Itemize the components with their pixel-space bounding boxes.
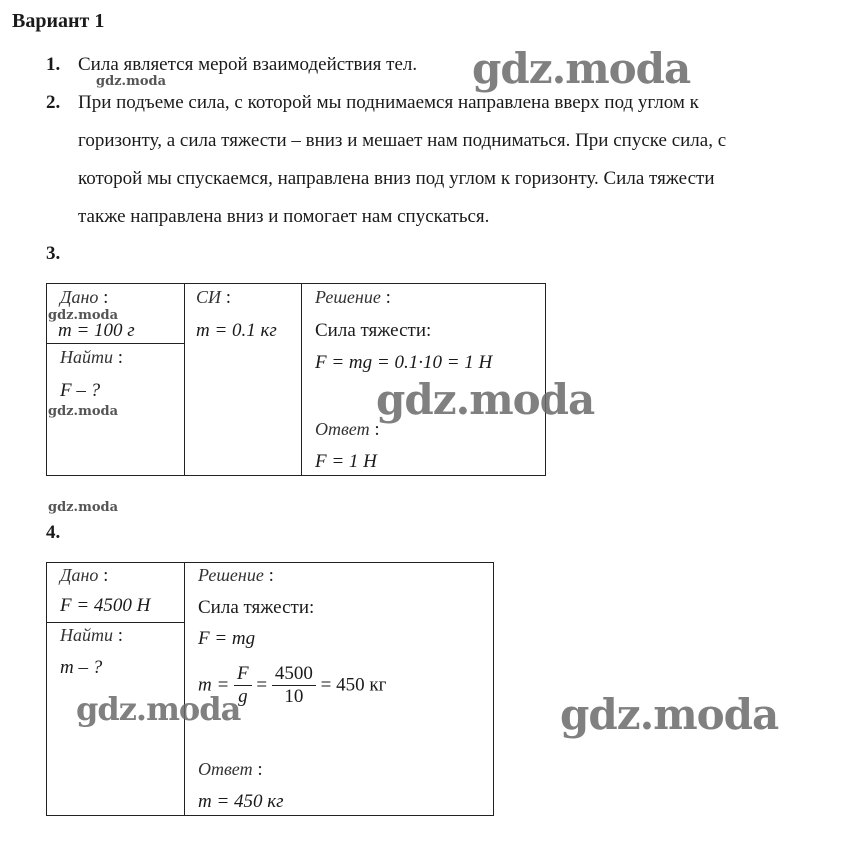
task4-answer-value: m = 450 кг xyxy=(198,791,284,812)
item-2-number: 2. xyxy=(46,92,61,113)
page-title: Вариант 1 xyxy=(12,10,105,32)
item-4-number: 4. xyxy=(46,522,61,543)
task3-formula: F = mg = 0.1·10 = 1 Н xyxy=(315,352,493,373)
task4-solution-text: Сила тяжести: xyxy=(198,597,315,618)
task4-divider-2 xyxy=(46,622,184,623)
task3-solution-text: Сила тяжести: xyxy=(315,320,432,341)
task3-divider-3 xyxy=(46,343,184,344)
item-2-line-3: которой мы спускаемся, направлена вниз под углом к горизонту. Сила тяжести xyxy=(78,168,715,189)
task3-si-value: m = 0.1 кг xyxy=(196,320,277,341)
task4-fraction-2: $\frac{4500}{10}$ xyxy=(272,663,316,708)
task4-divider-1 xyxy=(184,562,185,816)
watermark: gdz.moda xyxy=(376,375,595,424)
task4-answer-heading: Ответ : xyxy=(198,759,263,780)
task3-given-value: m = 100 г xyxy=(58,320,135,341)
task3-divider-1 xyxy=(184,283,185,476)
task4-find-value: m – ? xyxy=(60,657,103,678)
task4-given-heading: Дано : xyxy=(60,565,109,586)
task3-si-heading: СИ : xyxy=(196,287,232,308)
item-1-text: Сила является мерой взаимодействия тел. xyxy=(78,54,418,75)
task3-find-value: F – ? xyxy=(60,380,101,401)
task4-fraction-1: $\frac{F}{g}$ xyxy=(234,663,252,708)
item-2-line-4: также направлена вниз и помогает нам спускаться. xyxy=(78,206,490,227)
task3-answer-heading: Ответ : xyxy=(315,419,380,440)
task3-solution-heading: Решение : xyxy=(315,287,391,308)
watermark: gdz.moda xyxy=(472,44,691,93)
task4-formula: F = mg xyxy=(198,628,256,649)
task3-answer-value: F = 1 Н xyxy=(315,451,377,472)
item-2-line-2: горизонту, а сила тяжести – вниз и мешает нам подниматься. При спуске сила, с xyxy=(78,130,727,151)
task4-solution-heading: Решение : xyxy=(198,565,274,586)
watermark: gdz.moda xyxy=(560,690,779,739)
task4-find-heading: Найти : xyxy=(60,625,124,646)
watermark: gdz.moda xyxy=(48,500,119,515)
watermark: gdz.moda xyxy=(48,404,119,419)
item-1-number: 1. xyxy=(46,54,61,75)
watermark: gdz.moda xyxy=(48,308,119,323)
task3-find-heading: Найти : xyxy=(60,347,124,368)
item-2-line-1: При подъеме сила, с которой мы поднимаемся направлена вверх под углом к xyxy=(78,92,699,113)
task3-given-heading: Дано : xyxy=(60,287,109,308)
task3-divider-2 xyxy=(301,283,302,476)
watermark: gdz.moda xyxy=(96,74,167,89)
item-3-number: 3. xyxy=(46,243,61,264)
task4-calculation: m = $\frac{F}{g}$ = $\frac{4500}{10}$ = 450 кг xyxy=(198,663,387,707)
watermark: gdz.moda xyxy=(76,690,241,728)
task4-given-value: F = 4500 Н xyxy=(60,595,151,616)
